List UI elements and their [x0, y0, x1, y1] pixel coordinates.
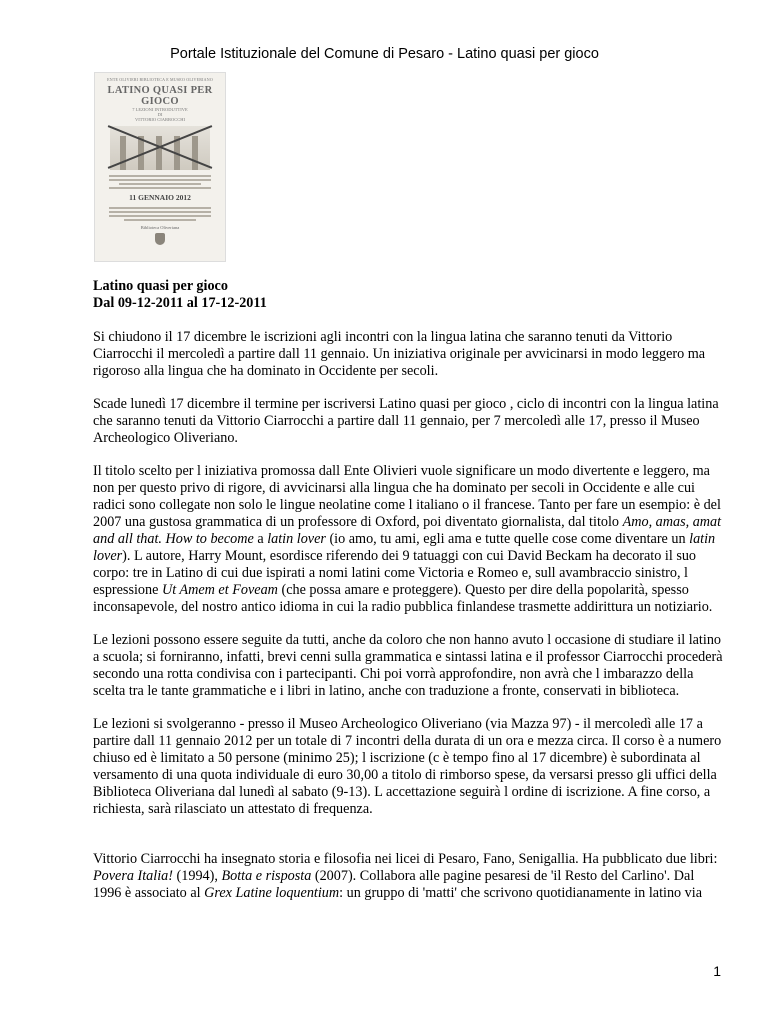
article-title: [93, 278, 725, 312]
poster-date: 11 GENNAIO 2012: [129, 193, 191, 202]
page-number: 1: [713, 963, 721, 979]
poster-text-lines: [109, 175, 211, 189]
article-body: [93, 278, 725, 918]
article-title-line: Latino quasi per gioco: [93, 278, 228, 294]
paragraph-1: Si chiudono il 17 dicembre le iscrizioni agli incontri con la lingua latina che saranno tenuti da Vittorio Ciarrocchi il mercoledì a partire dall 11 gennaio. Un iniziativa originale per avvicinarsi in modo leggero ma rigoroso alla lingua che ha dominato in Occidente per secoli.: [93, 329, 706, 379]
poster-top-text: ENTE OLIVIERI BIBLIOTECA E MUSEO OLIVERIANO: [107, 77, 213, 82]
article-date-range: Dal 09-12-2011 al 17-12-2011: [93, 295, 267, 311]
poster-text-lines-2: [109, 207, 211, 221]
paragraph-2: Scade lunedì 17 dicembre il termine per iscriversi Latino quasi per gioco , ciclo di incontri con la lingua latina che saranno tenuti da Vittorio Ciarrocchi a partire dall 11 gennaio, per 7 mercoledì alle 17, presso il Museo Archeologico Oliveriano.: [93, 396, 719, 446]
paragraph-3: Il titolo scelto per l iniziativa promossa dall Ente Olivieri vuole significare un modo divertente e leggero, ma non per questo privo di rigore, di avvicinarsi alla lingua che ha dominato per secoli in Occidente e alle cui radici sono collegate non solo le lingue neolatine come l italiano o il francese. Tanto per fare un esempio: è del 2007 una gustosa grammatica di un professore di Oxford, poi diventato giornalista, dal titolo Amo, amas, amat and all that. How to become a latin lover (io amo, tu ami, egli ama e tutte quelle cose come diventare un latin lover). L autore, Harry Mount, esordisce riferendo dei 9 tatuaggi con cui David Beckam ha decorato il suo corpo: tre in Latino di cui due ispirati a nomi latini come Victoria e Romeo e, sull avambraccio sinistro, l espressione Ut Amem et Foveam (che possa amare e proteggere). Questo per dire della popolarità, spesso inconsapevole, del nostro antico idioma in cui la radio pubblica finlandese trasmette addirittura un notiziario.: [93, 463, 722, 615]
paragraph-4: Le lezioni possono essere seguite da tutti, anche da coloro che non hanno avuto l occasione di studiare il latino a scuola; si forniranno, infatti, brevi cenni sulla grammatica e sintassi latina e il professor Ciarrocchi procederà secondo una rotta condivisa con i partecipanti. Chi poi vorrà approfondire, non avrà che l imbarazzo della scelta tra le tante grammatiche e i libri in latino, anche con traduzione a fronte, conservati in biblioteca.: [93, 632, 723, 699]
poster-library: Biblioteca Oliveriana: [140, 225, 180, 230]
poster-author: VITTORIO CIARROCCHI: [134, 117, 186, 122]
page-header: Portale Istituzionale del Comune di Pesaro - Latino quasi per gioco: [170, 46, 599, 62]
poster-subtitle: 7 LEZIONI INTRODUTTIVE: [132, 107, 188, 112]
crest-icon: [155, 233, 165, 245]
paragraph-5: Le lezioni si svolgeranno - presso il Museo Archeologico Oliveriano (via Mazza 97) - il mercoledì alle 17 a partire dall 11 gennaio 2012 per un totale di 7 incontri della durata di un ora e mezza circa. Il corso è a numero chiuso ed è limitato a 50 persone (minimo 25); l iscrizione (c è tempo fino al 17 dicembre) è subordinata al versamento di una quota individuale di euro 30,00 a titolo di rimborso spese, da versarsi presso gli uffici della Biblioteca Oliveriana dal lunedì al sabato (9-13). L accettazione seguirà l ordine di iscrizione. A fine corso, a richiesta, sarà rilasciato un attestato di frequenza.: [93, 716, 722, 817]
poster-photo: [110, 126, 210, 170]
poster-title: LATINO QUASI PER GIOCO: [107, 85, 213, 107]
paragraph-6: Vittorio Ciarrocchi ha insegnato storia e filosofia nei licei di Pesaro, Fano, Senigallia. Ha pubblicato due libri: Povera Italia! (1994), Botta e risposta (2007). Collabora alle pagine pesaresi de 'il Resto del Carlino'. Dal 1996 è associato al Grex Latine loquentium: un gruppo di 'matti' che scrivono quotidianamente in latino via: [93, 851, 718, 901]
poster-di: DI: [157, 112, 163, 117]
event-poster-image: [94, 72, 226, 262]
